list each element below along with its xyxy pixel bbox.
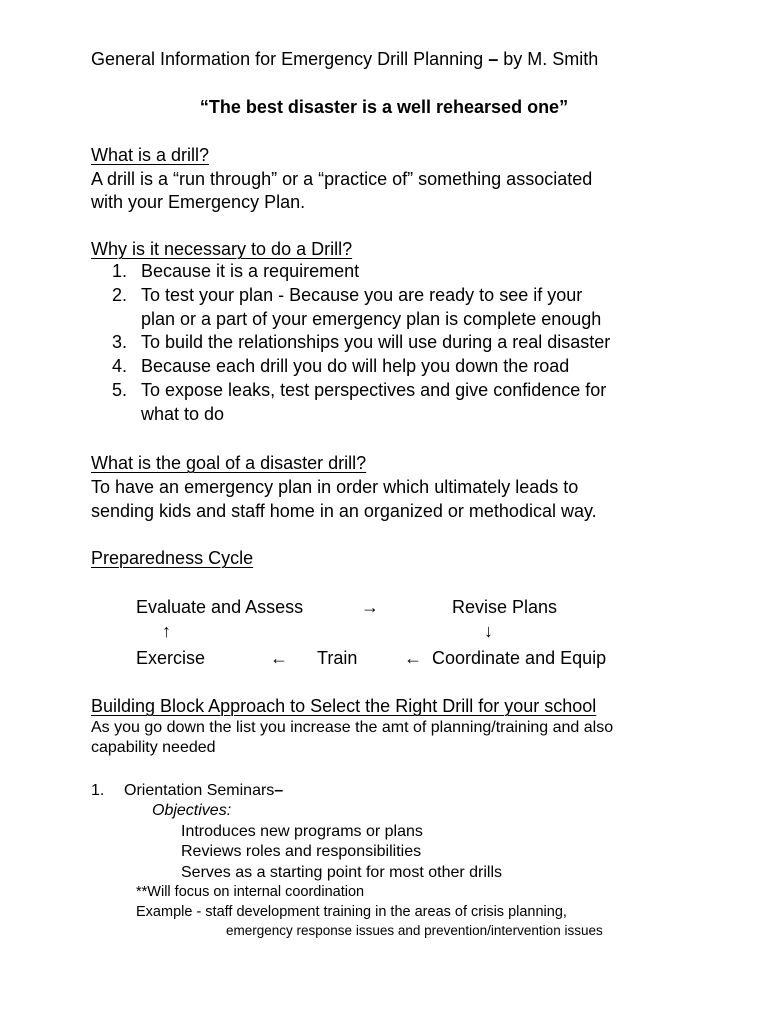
list-item-number: 3. xyxy=(112,332,128,353)
why-drill-heading: Why is it necessary to do a Drill? xyxy=(91,239,353,259)
list-item-number: 1. xyxy=(112,261,128,281)
objectives-label: Objectives: xyxy=(152,802,232,819)
list-item xyxy=(91,379,691,427)
list-item-text: To expose leaks, test perspectives and give confidence for xyxy=(141,379,607,400)
cycle-train: Train xyxy=(317,648,358,668)
quote: “The best disaster is a well rehearsed one” xyxy=(199,97,569,117)
list-item xyxy=(91,331,691,355)
what-is-drill-line-1: A drill is a “run through” or a “practice of” something associated xyxy=(91,169,593,189)
cycle-heading: Preparedness Cycle xyxy=(91,548,254,568)
author-text: by M. Smith xyxy=(503,49,599,69)
list-item-text: plan or a part of your emergency plan is complete enough xyxy=(141,308,602,329)
objective-item: Introduces new programs or plans xyxy=(181,823,423,840)
why-drill-list xyxy=(91,260,691,427)
arrow-left-icon: ← xyxy=(270,648,288,668)
list-item-number: 4. xyxy=(112,356,128,377)
list-item xyxy=(91,284,691,332)
arrow-left-icon: ← xyxy=(404,648,422,668)
what-is-drill-heading: What is a drill? xyxy=(91,145,210,165)
orientation-dash: – xyxy=(274,782,284,799)
list-item-number: 2. xyxy=(112,284,128,305)
cycle-revise: Revise Plans xyxy=(452,597,558,617)
objective-item: Serves as a starting point for most other drills xyxy=(181,864,503,881)
list-item-text: Because it is a requirement xyxy=(141,261,360,281)
orientation-example-line-1: Example - staff development training in the areas of crisis planning, xyxy=(136,904,567,920)
objective-item: Reviews roles and responsibilities xyxy=(181,843,422,860)
list-item-text: To build the relationships you will use during a real disaster xyxy=(141,332,611,353)
list-item-text: Because each drill you do will help you down the road xyxy=(141,356,570,377)
arrow-up-icon: ↑ xyxy=(162,621,171,641)
list-item-number: 5. xyxy=(112,379,128,400)
building-block-line-1: As you go down the list you increase the amt of planning/training and also xyxy=(91,719,614,736)
orientation-title-text: Orientation Seminars xyxy=(124,782,275,799)
arrow-right-icon: → xyxy=(361,597,379,617)
building-block-heading: Building Block Approach to Select the Right Drill for your school xyxy=(91,696,597,716)
orientation-title xyxy=(124,781,283,801)
goal-line-1: To have an emergency plan in order which ultimately leads to xyxy=(91,477,579,497)
list-item-text: what to do xyxy=(141,403,225,424)
list-item xyxy=(91,260,691,284)
arrow-down-icon: ↓ xyxy=(484,621,493,641)
goal-heading: What is the goal of a disaster drill? xyxy=(91,453,367,473)
title-dash: – xyxy=(488,49,499,69)
document-title xyxy=(91,47,598,71)
title-text: General Information for Emergency Drill Planning xyxy=(91,49,484,69)
list-item-text: To test your plan - Because you are ready to see if your xyxy=(141,284,583,305)
orientation-number: 1. xyxy=(91,782,105,799)
what-is-drill-line-2: with your Emergency Plan. xyxy=(91,192,306,212)
list-item xyxy=(91,355,691,379)
orientation-note: **Will focus on internal coordination xyxy=(136,884,365,900)
cycle-evaluate: Evaluate and Assess xyxy=(136,597,304,617)
cycle-exercise: Exercise xyxy=(136,648,206,668)
cycle-coordinate: Coordinate and Equip xyxy=(432,648,607,668)
building-block-line-2: capability needed xyxy=(91,739,216,756)
orientation-example-line-2: emergency response issues and prevention/intervention issues xyxy=(226,923,603,938)
goal-line-2: sending kids and staff home in an organized or methodical way. xyxy=(91,501,597,521)
